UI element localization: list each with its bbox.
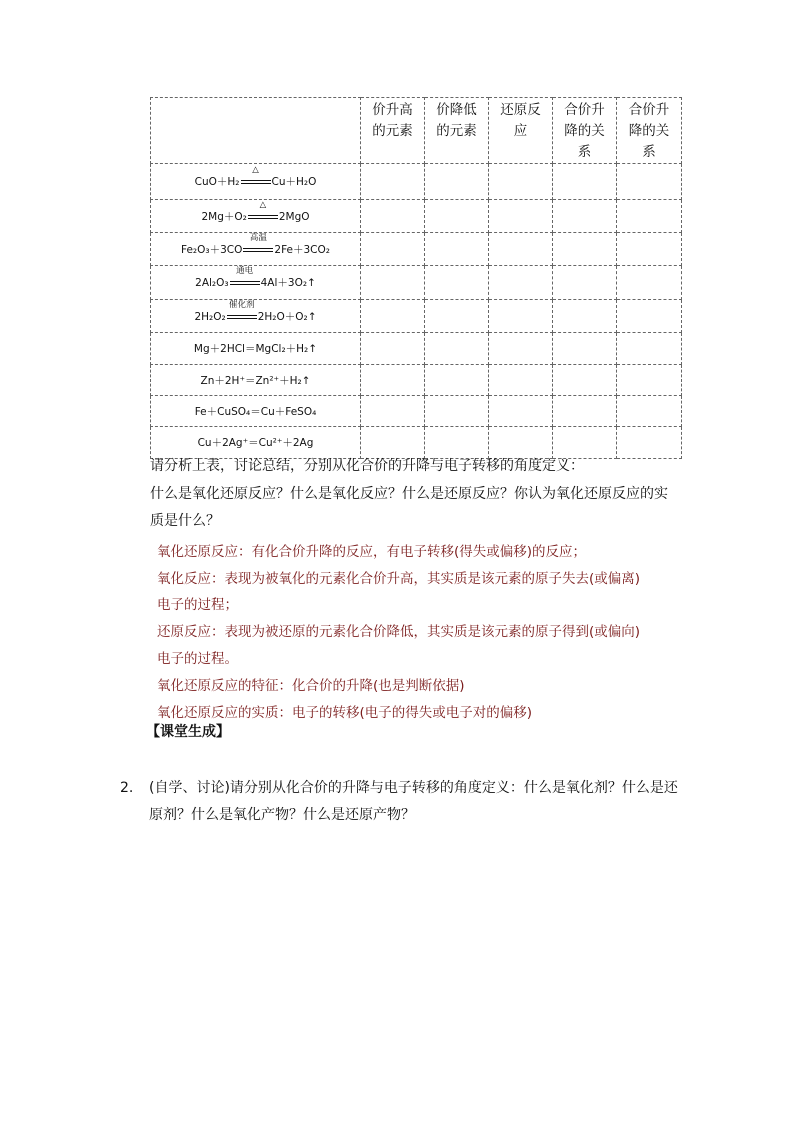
equation-text: Cu＋2Ag⁺＝Cu²⁺＋2Ag [197,437,314,449]
header-cell-reduction: 还原反 应 [489,98,553,164]
answer-cell [361,233,425,266]
question-2-line-1: (自学、讨论)请分别从化合价的升降与电子转移的角度定义：什么是氧化剂？什么是还 [149,780,678,796]
answer-cell [489,365,553,396]
answer-cell [553,427,617,459]
answer-cell [489,300,553,333]
answer-cell [489,427,553,459]
answer-cell [617,427,682,459]
answer-cell [617,396,682,427]
reaction-condition: △ [259,199,267,210]
answer-cell [361,427,425,459]
answer-cell [553,333,617,365]
question-2-number: 2. [120,780,134,796]
answer-cell [553,396,617,427]
double-line-icon [248,215,278,219]
answer-cell [553,233,617,266]
equation-row [151,200,682,233]
equation-cell [151,427,361,459]
reaction-condition: 通电 [236,266,254,276]
prompt-line-1: 请分析上表，讨论总结，分别从化合价的升降与电子转移的角度定义： [150,458,584,474]
equation-text: 2H₂O₂ [194,310,226,323]
answer-line-2: 氧化反应：表现为被氧化的元素化合价升高，其实质是该元素的原子失去(或偏离) [157,571,641,587]
reaction-condition-sign [241,165,271,189]
answer-cell [425,333,489,365]
answer-cell [489,333,553,365]
equation-cell [151,200,361,233]
answer-cell [489,396,553,427]
reaction-condition-sign [243,232,273,257]
question-2-line-2: 原剂？什么是氧化产物？什么是还原产物？ [149,807,415,823]
answer-cell [617,233,682,266]
answer-cell [361,200,425,233]
answer-cell [425,396,489,427]
answer-cell [553,365,617,396]
answer-cell [489,200,553,233]
equation-text: Mg＋2HCl＝MgCl₂＋H₂↑ [193,343,318,355]
equation-row [151,300,682,333]
equation-products: 2Fe＋3CO₂ [274,243,330,256]
equation-cell [151,333,361,365]
double-line-icon [227,315,257,319]
answer-cell [425,200,489,233]
header-cell-fall: 价降低 的元素 [425,98,489,164]
answer-cell [361,333,425,365]
equation-row [151,233,682,266]
double-line-icon [230,281,260,285]
equation-table [150,97,682,459]
reaction-condition-sign [248,199,278,224]
answer-cell [425,233,489,266]
equation-products: Cu＋H₂O [271,176,317,188]
reaction-condition: 催化剂 [228,299,255,310]
equation-row [151,333,682,365]
prompt-line-2: 什么是氧化还原反应？什么是氧化反应？什么是还原反应？你认为氧化还原反应的实 [150,486,668,502]
equation-cell [151,300,361,333]
answer-cell [425,300,489,333]
answer-line-3: 电子的过程； [157,597,238,613]
equation-row [151,266,682,300]
header-cell-relation-1: 合价升 降的关 系 [553,98,617,164]
answer-cell [489,164,553,200]
answer-cell [489,233,553,266]
answer-line-5: 电子的过程。 [157,651,238,667]
answer-cell [361,164,425,200]
answer-cell [553,300,617,333]
reaction-condition: △ [252,165,259,175]
answer-cell [361,266,425,300]
answer-cell [617,300,682,333]
double-line-icon [241,180,271,184]
answer-cell [361,365,425,396]
answer-cell [361,396,425,427]
answer-cell [553,266,617,300]
double-line-icon [243,248,273,252]
header-cell-relation-2: 合价升 降的关 系 [617,98,682,164]
equation-cell [151,365,361,396]
reaction-condition-sign [227,299,257,324]
answer-cell [617,200,682,233]
equation-row [151,427,682,459]
answer-cell [617,365,682,396]
reaction-condition-sign [230,266,260,290]
equation-products: 2MgO [278,210,310,223]
header-cell-rise: 价升高 的元素 [361,98,425,164]
answer-line-7: 氧化还原反应的实质：电子的转移(电子的得失或电子对的偏移) [157,705,533,721]
answer-cell [425,427,489,459]
equation-cell [151,233,361,266]
answer-cell [553,200,617,233]
answer-cell [361,300,425,333]
answer-cell [617,164,682,200]
equation-products: 4Al＋3O₂↑ [260,277,316,289]
equation-cell [151,164,361,200]
answer-cell [617,266,682,300]
equation-table-body [151,98,682,459]
answer-cell [617,333,682,365]
equation-text: 2Mg＋O₂ [201,210,247,223]
header-cell-empty [151,98,361,164]
answer-cell [425,365,489,396]
table-header-row [151,98,682,164]
reaction-condition: 高温 [249,232,267,243]
equation-text: Zn＋2H⁺＝Zn²⁺＋H₂↑ [200,374,311,387]
answer-line-1: 氧化还原反应：有化合价升降的反应，有电子转移(得失或偏移)的反应； [157,544,587,560]
answer-cell [425,266,489,300]
equation-cell [151,396,361,427]
answer-line-6: 氧化还原反应的特征：化合价的升降(也是判断依据) [157,678,465,694]
equation-row [151,164,682,200]
answer-cell [553,164,617,200]
answer-cell [425,164,489,200]
equation-text: Fe₂O₃＋3CO [181,243,243,256]
equation-row [151,365,682,396]
answer-cell [489,266,553,300]
equation-products: 2H₂O＋O₂↑ [257,310,317,323]
equation-text: Fe＋CuSO₄＝Cu＋FeSO₄ [194,405,317,418]
prompt-line-3: 质是什么？ [150,513,220,529]
section-title: 【课堂生成】 [146,724,230,740]
equation-row [151,396,682,427]
equation-text: 2Al₂O₃ [195,277,229,289]
answer-line-4: 还原反应：表现为被还原的元素化合价降低，其实质是该元素的原子得到(或偏向) [157,624,641,640]
equation-text: CuO＋H₂ [194,176,240,188]
equation-cell [151,266,361,300]
